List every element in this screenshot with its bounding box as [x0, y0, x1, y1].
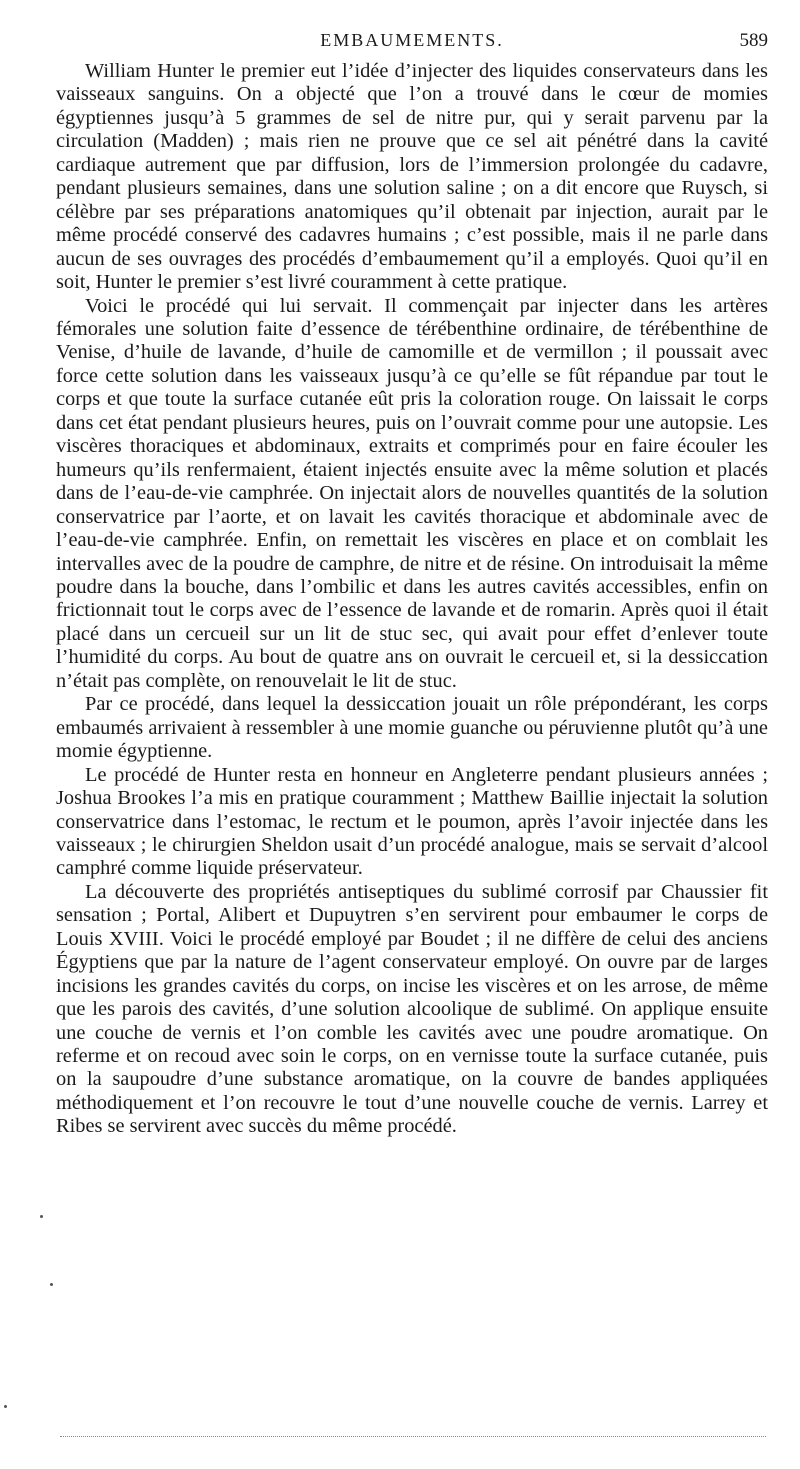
paragraph-dessiccation: Par ce procédé, dans lequel la dessiccation jouait un rôle prépondérant, les corps embaumés arrivaient à ressembler à une momie guanche ou péruvienne plutôt qu’à une momie égyptienne. [56, 693, 768, 763]
bottom-rule [60, 1436, 766, 1437]
paragraph-sublime: La découverte des propriétés antiseptiques du sublimé corrosif par Chaussier fit sensation ; Portal, Alibert et Dupuytren s’en servirent pour embaumer le corps de Louis XVIII. Voici le procédé employé par Boudet ; il ne diffère de celui des anciens Égyptiens que par la nature de l’agent conservateur employé. On ouvre par de larges incisions les grandes cavités du corps, on incise les viscères et on les arrose, de même que les parois des cavités, d’une solution alcoolique de sublimé. On applique ensuite une couche de vernis et l’on comble les cavités avec une poudre aromatique. On referme et on recoud avec soin le corps, on en vernisse toute la surface cutanée, puis on la saupoudre d’une substance aromatique, on la couvre de bandes appliquées méthodiquement et l’on recouvre le tout d’une nouvelle couche de vernis. Larrey et Ribes se servirent avec succès du même procédé. [56, 880, 768, 1138]
paragraph-hunter-intro: William Hunter le premier eut l’idée d’injecter des liquides conservateurs dans les vaisseaux sanguins. On a objecté que l’on a trouvé dans le cœur de momies égyptiennes jusqu’à 5 grammes de sel de nitre pur, qui y serait parvenu par la circulation (Madden) ; mais rien ne prouve que ce sel ait pénétré dans la cavité cardiaque autrement que par diffusion, lors de l’immersion prolongée du cadavre, pendant plusieurs semaines, dans une solution saline ; on a dit encore que Ruysch, si célèbre par ses préparations anatomiques qu’il obtenait par injection, aurait par le même procédé conservé des cadavres humains ; c’est possible, mais il ne parle dans aucun de ses ouvrages des procédés d’embaumement qu’il a employés. Quoi qu’il en soit, Hunter le premier s’est livré couramment à cette pratique. [56, 60, 768, 294]
page-number: 589 [739, 30, 768, 51]
margin-speck [4, 1405, 7, 1408]
body-text [56, 60, 768, 1139]
margin-speck [50, 1283, 53, 1286]
margin-speck [40, 1215, 43, 1218]
running-title: EMBAUMEMENTS. [320, 30, 504, 50]
running-head [56, 30, 768, 60]
paragraph-england: Le procédé de Hunter resta en honneur en Angleterre pendant plusieurs années ; Joshua Brookes l’a mis en pratique couramment ; Matthew Baillie injectait la solution conservatrice dans l’estomac, le rectum et le poumon, après l’avoir injectée dans les vaisseaux ; le chirurgien Sheldon usait d’un procédé analogue, mais se servait d’alcool camphré comme liquide préservateur. [56, 763, 768, 880]
paragraph-hunter-procedure: Voici le procédé qui lui servait. Il commençait par injecter dans les artères fémorales une solution faite d’essence de térébenthine ordinaire, de térébenthine de Venise, d’huile de lavande, d’huile de camomille et de vermillon ; il poussait avec force cette solution dans les vaisseaux jusqu’à ce qu’elle se fût répandue par tout le corps et que toute la surface cutanée eût pris la coloration rouge. On laissait le corps dans cet état pendant plusieurs heures, puis on l’ouvrait comme pour une autopsie. Les viscères thoraciques et abdominaux, extraits et comprimés pour en faire écouler les humeurs qu’ils renfermaient, étaient injectés ensuite avec la même solution et placés dans de l’eau-de-vie camphrée. On injectait alors de nouvelles quantités de la solution conservatrice par l’aorte, et on lavait les cavités thoracique et abdominale avec de l’eau-de-vie camphrée. Enfin, on remettait les viscères en place et on comblait les intervalles avec de la poudre de camphre, de nitre et de résine. On introduisait la même poudre dans la bouche, dans l’ombilic et dans les autres cavités accessibles, enfin on frictionnait tout le corps avec de l’essence de lavande et de romarin. Après quoi il était placé dans un cercueil sur un lit de stuc sec, qui avait pour effet d’enlever toute l’humidité du corps. Au bout de quatre ans on ouvrait le cercueil et, si la dessiccation n’était pas complète, on renouvelait le lit de stuc. [56, 294, 768, 692]
